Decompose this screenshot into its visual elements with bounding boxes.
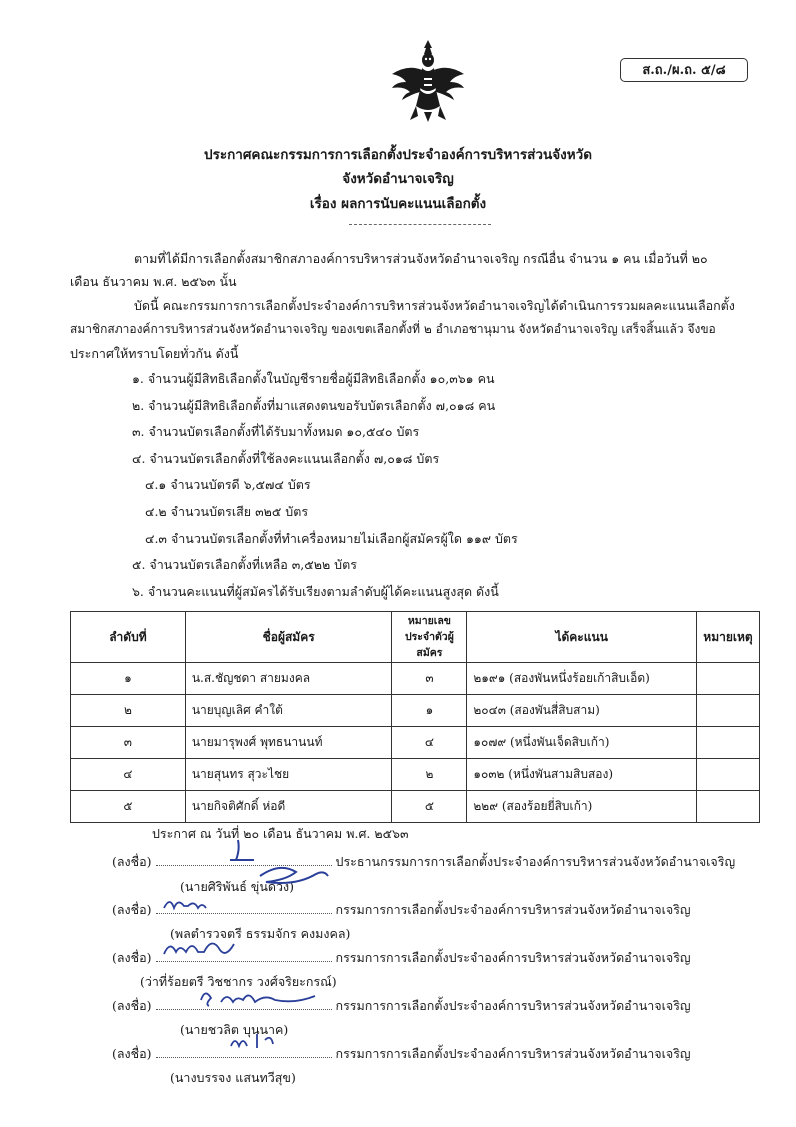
cell-name: นายสุนทร สุวะไชย bbox=[185, 759, 392, 791]
item-no-vote-ballots: ๔.๓ จำนวนบัตรเลือกตั้งที่ทำเครื่องหมายไม่เลือกผู้สมัครผู้ใด ๑๑๙ บัตร bbox=[145, 531, 518, 546]
paragraph-1-line-2: เดือน ธันวาคม พ.ศ. ๒๕๖๓ นั้น bbox=[70, 274, 237, 289]
signature-line-5 bbox=[112, 1044, 691, 1064]
paragraph-1-line-1: ตามที่ได้มีการเลือกตั้งสมาชิกสภาองค์การบริหารส่วนจังหวัดอำนาจเจริญ กรณีอื่น จำนวน ๑ คน เมื่อวันที่ ๒๐ bbox=[134, 251, 708, 266]
cell-score: ๒๒๙ (สองร้อยยี่สิบเก้า) bbox=[467, 791, 697, 823]
title-divider bbox=[349, 224, 491, 225]
sign-label: (ลงชื่อ) bbox=[112, 902, 152, 917]
cell-name: นายมารุพงศ์ พุทธนานนท์ bbox=[185, 727, 392, 759]
header-rank: ลำดับที่ bbox=[71, 612, 186, 663]
table-row bbox=[71, 791, 760, 823]
cell-name: นายบุญเลิศ คำใต้ bbox=[185, 695, 392, 727]
signer-name-2: (พลตำรวจตรี ธรรมจักร คงมงคล) bbox=[170, 926, 351, 941]
cell-rank: ๑ bbox=[71, 663, 186, 695]
signer-role: กรรมการการเลือกตั้งประจำองค์การบริหารส่วนจังหวัดอำนาจเจริญ bbox=[335, 1046, 691, 1061]
announcement-date: ประกาศ ณ วันที่ ๒๐ เดือน ธันวาคม พ.ศ. ๒๕๖๓ bbox=[152, 826, 409, 841]
sign-label: (ลงชื่อ) bbox=[112, 1046, 152, 1061]
cell-score: ๑๐๓๒ (หนึ่งพันสามสิบสอง) bbox=[467, 759, 697, 791]
signer-name-1: (นายศิริพันธ์ ขุ่นด้วง) bbox=[180, 879, 295, 894]
garuda-emblem-icon bbox=[388, 38, 468, 124]
cell-score: ๒๐๔๓ (สองพันสี่สิบสาม) bbox=[467, 695, 697, 727]
results-table bbox=[70, 611, 760, 823]
signer-role: กรรมการการเลือกตั้งประจำองค์การบริหารส่วนจังหวัดอำนาจเจริญ bbox=[335, 998, 691, 1013]
item-voters-present: ๒. จำนวนผู้มีสิทธิเลือกตั้งที่มาแสดงตนขอรับบัตรเลือกตั้ง ๗,๐๑๘ คน bbox=[132, 398, 496, 413]
cell-remark bbox=[696, 663, 759, 695]
header-number-line-1: หมายเลข bbox=[407, 615, 451, 627]
sign-label: (ลงชื่อ) bbox=[112, 854, 152, 869]
document-code: ส.ถ./ผ.ถ. ๕/๘ bbox=[620, 58, 748, 82]
cell-rank: ๒ bbox=[71, 695, 186, 727]
item-ballots-used: ๔. จำนวนบัตรเลือกตั้งที่ใช้ลงคะแนนเลือกตั้ง ๗,๐๑๘ บัตร bbox=[132, 451, 440, 466]
signer-name-5: (นางบรรจง แสนทวีสุข) bbox=[170, 1070, 296, 1085]
sign-label: (ลงชื่อ) bbox=[112, 950, 152, 965]
table-row bbox=[71, 695, 760, 727]
cell-remark bbox=[696, 759, 759, 791]
signature-line-1 bbox=[112, 852, 735, 872]
item-eligible-voters: ๑. จำนวนผู้มีสิทธิเลือกตั้งในบัญชีรายชื่อผู้มีสิทธิเลือกตั้ง ๑๐,๓๖๑ คน bbox=[132, 371, 495, 386]
handwritten-signature-5 bbox=[225, 1026, 285, 1056]
item-good-ballots: ๔.๑ จำนวนบัตรดี ๖,๕๗๔ บัตร bbox=[145, 477, 311, 492]
cell-number: ๔ bbox=[392, 727, 467, 759]
item-ballots-received: ๓. จำนวนบัตรเลือกตั้งที่ได้รับมาทั้งหมด ๑๐,๕๔๐ บัตร bbox=[132, 424, 420, 439]
cell-number: ๒ bbox=[392, 759, 467, 791]
header-line-3: เรื่อง ผลการนับคะแนนเลือกตั้ง bbox=[309, 196, 487, 212]
cell-rank: ๓ bbox=[71, 727, 186, 759]
table-row bbox=[71, 663, 760, 695]
cell-remark bbox=[696, 695, 759, 727]
header-remark: หมายเหตุ bbox=[696, 612, 759, 663]
item-candidate-scores: ๖. จำนวนคะแนนที่ผู้สมัครได้รับเรียงตามลำดับผู้ได้คะแนนสูงสุด ดังนี้ bbox=[132, 584, 499, 599]
header-number-line-2: ประจำตัวผู้สมัคร bbox=[404, 631, 454, 659]
signer-name-3: (ว่าที่ร้อยตรี วิชชากร วงศ์จริยะกรณ์) bbox=[140, 974, 337, 989]
handwritten-signature-2 bbox=[160, 890, 250, 918]
cell-score: ๒๑๙๑ (สองพันหนึ่งร้อยเก้าสิบเอ็ด) bbox=[467, 663, 697, 695]
signer-name-4: (นายชวลิต บุนนาค) bbox=[180, 1022, 289, 1037]
header-line-2: จังหวัดอำนาจเจริญ bbox=[342, 171, 454, 187]
cell-score: ๑๐๗๙ (หนึ่งพันเจ็ดสิบเก้า) bbox=[467, 727, 697, 759]
header-number bbox=[392, 612, 467, 663]
handwritten-signature-1 bbox=[220, 836, 340, 896]
paragraph-2-line-1: บัดนี้ คณะกรรมการการเลือกตั้งประจำองค์การบริหารส่วนจังหวัดอำนาจเจริญได้ดำเนินการรวมผลคะแนนเลือกตั้ง bbox=[134, 298, 735, 313]
signer-role: ประธานกรรมการการเลือกตั้งประจำองค์การบริหารส่วนจังหวัดอำนาจเจริญ bbox=[335, 854, 736, 869]
item-spoiled-ballots: ๔.๒ จำนวนบัตรเสีย ๓๒๕ บัตร bbox=[145, 504, 309, 519]
cell-name: นายกิจติศักดิ์ ห่อดี bbox=[185, 791, 392, 823]
sign-label: (ลงชื่อ) bbox=[112, 998, 152, 1013]
paragraph-2-line-2: สมาชิกสภาองค์การบริหารส่วนจังหวัดอำนาจเจริญ ของเขตเลือกตั้งที่ ๒ อำเภอชานุมาน จังหวัดอำนาจเจริญ เสร็จสิ้นแล้ว จึงขอ bbox=[70, 322, 716, 336]
header-name: ชื่อผู้สมัคร bbox=[185, 612, 392, 663]
header-line-1: ประกาศคณะกรรมการการเลือกตั้งประจำองค์การบริหารส่วนจังหวัด bbox=[204, 147, 592, 163]
signer-role: กรรมการการเลือกตั้งประจำองค์การบริหารส่วนจังหวัดอำนาจเจริญ bbox=[335, 950, 691, 965]
cell-rank: ๔ bbox=[71, 759, 186, 791]
item-remaining-ballots: ๕. จำนวนบัตรเลือกตั้งที่เหลือ ๓,๕๒๒ บัตร bbox=[132, 557, 357, 572]
handwritten-signature-4 bbox=[195, 978, 325, 1018]
cell-number: ๑ bbox=[392, 695, 467, 727]
table-row bbox=[71, 727, 760, 759]
signer-role: กรรมการการเลือกตั้งประจำองค์การบริหารส่วนจังหวัดอำนาจเจริญ bbox=[335, 902, 691, 917]
paragraph-2-line-3: ประกาศให้ทราบโดยทั่วกัน ดังนี้ bbox=[70, 346, 239, 361]
table-row bbox=[71, 759, 760, 791]
cell-number: ๕ bbox=[392, 791, 467, 823]
cell-name: น.ส.ชัญชดา สายมงคล bbox=[185, 663, 392, 695]
cell-remark bbox=[696, 727, 759, 759]
cell-number: ๓ bbox=[392, 663, 467, 695]
cell-remark bbox=[696, 791, 759, 823]
cell-rank: ๕ bbox=[71, 791, 186, 823]
handwritten-signature-3 bbox=[160, 934, 250, 968]
table-header-row bbox=[71, 612, 760, 663]
header-score: ได้คะแนน bbox=[467, 612, 697, 663]
